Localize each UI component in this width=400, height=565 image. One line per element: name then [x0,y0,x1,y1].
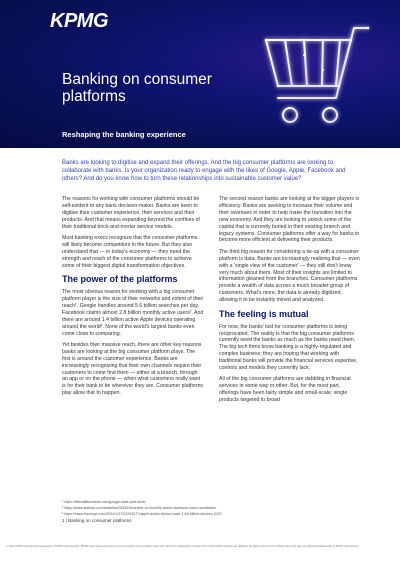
shopping-cart-icon [248,18,388,143]
intro-paragraph: Banks are looking to digitise and expand their offerings. And the big consumer platforms are looking to collaborate with banks. Is your organization ready to engage with the likes of Google, Apple, Facebook and others? And do you know how to turn these relationships into sustainable customer value? [62,160,346,183]
footnote: ³ https://www.theverge.com/2021/1/27/22253277/apple-active-device-base-1-65-billion-devices-2020 [62,511,222,516]
footnotes [62,500,362,517]
right-column [219,196,361,409]
section-heading: The power of the platforms [62,274,178,285]
page-title: Banking on consumer platforms [62,71,212,105]
legal-notice: © 2021 KPMG International Cooperative ("KPMG International"). KPMG International provides no client services and is a Swiss entity with which the independent member firms of the KPMG network are affiliated. All rights reserved. The KPMG name and logo are registered trademarks of KPMG International. [6,545,360,548]
body-paragraph: The second reason banks are looking at the bigger players is efficiency. Banks are seeking to increase their volume and their revenues in order to help make the transition into the new economy. And they are looking to unlock some of the capital that is currently buried in their existing branch and legacy systems. Consumer platforms offer a way for banks to become more efficient at delivering their products. [219,196,360,244]
body-paragraph: The reasons for working with consumer platforms should be self-evident to any bank decision-maker. Banks are keen to digitise their customer experience, their services and their products. And that means expanding beyond the confines of their traditional brick-and-mortar service models. [62,196,200,230]
page-footer: 1 | Banking on consumer platforms [62,518,132,523]
footnote: ¹ https://fitsmallbusiness.com/google-stats-and-facts/ [62,500,146,504]
body-paragraph: For now, the banks' lust for consumer platforms is being reciprocated. The reality is that the big consumer platforms currently need the banks as much as the banks need them. The big tech firms know banking is a highly-regulated and complex business; they are hoping that working with traditional banks will provide the financial services expertise, controls and models they currently lack. [219,323,358,372]
hero-banner [0,0,400,148]
body-paragraph: The third big reason for considering a tie-up with a consumer platform is data. Banks are increasingly realizing that — even with a 'single view of the customer' — they still don't know very much about them. Most of their insights are limited to information gleaned from the branches. Consumer platforms provide a wealth of data across a much broader group of customers. What's more, the data is already digitized, allowing it to be instantly mined and analyzed. [219,248,360,304]
page-subtitle: Reshaping the banking experience [62,130,186,139]
body-paragraph: All of the big consumer platforms are dabbling in financial services in some way or other. But, for the most part, offerings have been fairly simple and small-scale; single products targeted to broad [219,376,351,404]
kpmg-logo: KPMG [50,10,108,32]
left-column [62,196,204,402]
body-paragraph: Most banking execs recognize that the consumer platforms will likely become competitors in the future. But they also understand that — in today's economy — they need the strength and reach of the consumer platforms to achieve some of their biggest digital transformation objectives. [62,235,198,269]
body-paragraph: Yet besides their massive reach, there are other key reasons banks are looking at the big consumer platform plays. The first is around the customer experience. Banks are increasingly recognizing that their own channels require their customers to come find them — either at a branch, through an app or on the phone — when what customers really want is for their bank to be wherever they are. Consumer platforms play allow that to happen. [62,341,203,397]
footnote: ² https://www.statista.com/statistics/264810/number-of-monthly-active-facebook-users-worldwide/ [62,505,217,510]
section-heading: The feeling is mutual [219,308,309,319]
body-paragraph: The most obvious reason for working with a big consumer platform player is the size of their networks and extent of their reach¹. Google handles around 5.6 billion searches per day. Facebook claims almost 2.8 billion monthly active users². And there are around 1.4 billion active Apple devices operating around the world³. None of the world's largest banks even come close to comparing. [62,289,204,337]
